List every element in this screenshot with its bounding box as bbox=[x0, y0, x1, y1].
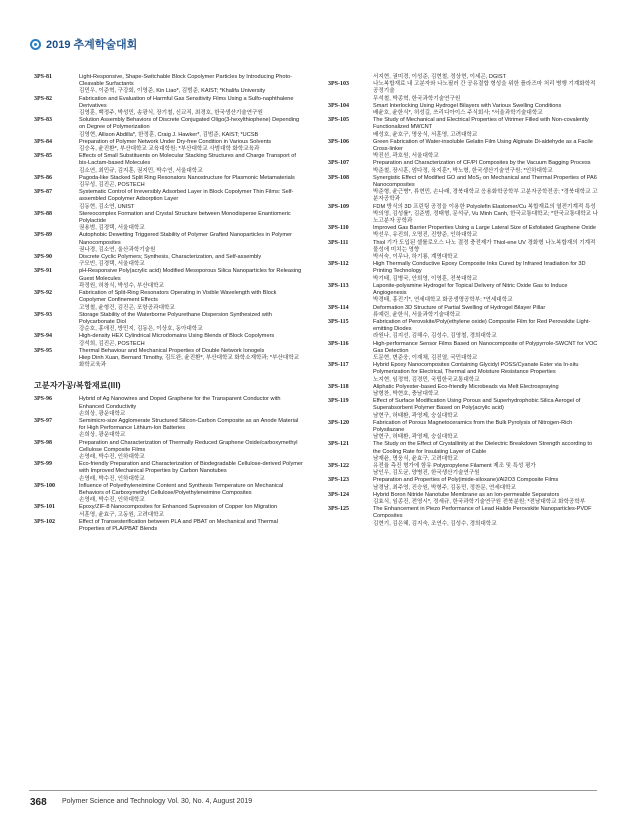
entry-title: High-density HEX Cylindrical Microdomains Using Blends of Block Copolymers bbox=[79, 333, 275, 340]
entry-title: Solution Assembly Behaviors of Discrete Conjugated Oligo(3-hexylthiophene) Depending on Degree of Polymerization bbox=[79, 117, 300, 131]
entry-title: The Study on the Effect of Crystallinity at the Dielectric Breakdown Strength according to the Cooling Rate for Insulating Layer of Cable bbox=[373, 441, 593, 455]
entry-id: 3PS-107 bbox=[328, 160, 349, 167]
abstract-entry bbox=[328, 341, 598, 363]
section-entry-list bbox=[34, 396, 304, 533]
entry-id: 3PS-122 bbox=[328, 462, 349, 469]
abstract-entry bbox=[328, 463, 598, 477]
entry-title: Synergistic Effect of Modified GO and MoS₂ on Mechanical and Thermal Properties of PA6 Nanocomposites bbox=[373, 174, 597, 189]
entry-title: Hybrid of Ag Nanowires and Doped Graphene for the Transparent Conductor with Enhanced Conductivity bbox=[79, 396, 281, 410]
abstract-entry bbox=[34, 153, 304, 175]
entry-authors: 박의영, 김성률*, 김준범, 정태형, 문석규, Vu Minh Canh, 한국교통대학교; *한국교통대학교 나노고분자 공학과 bbox=[373, 210, 599, 225]
abstract-entry bbox=[328, 441, 598, 463]
abstract-entry bbox=[34, 418, 304, 440]
abstract-entry bbox=[328, 477, 598, 491]
abstract-entry bbox=[34, 232, 304, 254]
abstract-entry bbox=[34, 504, 304, 518]
entry-title: Deformation 3D Structure of Partial Swelling of Hydrogel Bilayer Pillar bbox=[373, 304, 546, 311]
entry-authors: 서훈영, 윤효구, 고동원, 고려대학교 bbox=[79, 511, 164, 518]
entry-authors: 도문현, 변준웅, 이재채, 김진열, 국민대학교 bbox=[373, 354, 478, 361]
entry-title: The Study of Mechanical and Electrical Properties of Vitrimer Filled with Non-covalently Functionalized MWCNT bbox=[373, 117, 589, 131]
entry-title: Semimicro-size Agglomerate Structured Silicon-Carbon Composite as an Anode Material for High Performance Lithium-Ion Batteries bbox=[79, 417, 299, 432]
entry-authors: 김승옥, 윤진환*, 부산대학교 교육대학원; *부산대학교 사범대학 화학교육과 bbox=[79, 146, 260, 153]
abstract-entry bbox=[34, 268, 304, 290]
entry-authors: 김소연, 최민규, 김지훈, 권지민, 박수연, 서울대학교 bbox=[79, 167, 203, 174]
entry-title: Improved Gas Barrier Properties Using a Large Lateral Size of Exfoliated Graphene Oxide bbox=[373, 225, 596, 232]
entry-authors: 남현구, 허태환, 곽영제, 숭실대학교 bbox=[373, 434, 458, 441]
entry-id: 3PS-88 bbox=[34, 210, 52, 217]
entry-authors: 박경태, 홍진기*, 연세대학교 화공생명공학부; *연세대학교 bbox=[373, 297, 513, 304]
entry-title: Hybrid Boron Nitride Nanotube Membrane as an Ion-permeable Separators bbox=[373, 491, 560, 498]
entry-authors: 박준형, 윤근병*, 류현민, 손나래, 경북대학교 응용화학공학부 고분자공학전공; *경북대학교 고분자공학과 bbox=[373, 189, 598, 203]
entry-id: 3PS-97 bbox=[34, 417, 52, 424]
abstract-entry bbox=[34, 312, 304, 334]
entry-authors: 남경남, 최주영, 진승원, 박형주, 김동민, 정찬문, 연세대학교 bbox=[373, 484, 516, 491]
entry-title: Light-Responsive, Shape-Switchable Block Copolymer Particles by Introducing Photo-Cleavable Surfactants bbox=[79, 74, 292, 88]
entry-authors: 박선우, 유진희, 오명진, 진향준, 인하대학교 bbox=[373, 232, 478, 239]
entry-title: Preparation and Properties of Poly(imide-siloxane)/Al2O3 Composite Films bbox=[373, 477, 559, 484]
entry-id: 3PS-94 bbox=[34, 333, 52, 340]
entry-title: Storage Stability of the Waterborne Polyurethane Dispersion Synthesized with Polycarbonate Diol bbox=[79, 311, 272, 325]
abstract-entry bbox=[34, 440, 304, 462]
entry-title: 나노복합재료 내 고분자와 나노필러 간 공유결합 형성을 위한 플라즈마 처리 병행 기계화학적 공정기술 bbox=[373, 81, 596, 95]
entry-authors: 김민우, 이준혁, 구강회, 이영준, Kin Liao*, 김범준, KAIST; *Khalifa University bbox=[79, 88, 266, 95]
abstract-entry bbox=[328, 420, 598, 442]
entry-title: The Enhancement in Piezo Performance of Lead Halide Perovskite Nanoparticles-PVDF Composites bbox=[373, 506, 592, 520]
entry-title: Smart Interlocking Using Hydrogel Bilayers with Various Swelling Conditions bbox=[373, 102, 562, 109]
entry-id: 3PS-100 bbox=[34, 482, 55, 489]
entry-id: 3PS-106 bbox=[328, 138, 349, 145]
abstract-entry bbox=[34, 175, 304, 189]
entry-authors: 무석철, 박종혁, 한국과학기술연구원 bbox=[373, 95, 461, 102]
entry-authors: 강순호, 홍애진, 방민지, 김동은, 이상호, 동아대학교 bbox=[79, 326, 203, 333]
entry-authors: 김현기, 김은혜, 김지숙, 조연수, 김성수, 경희대학교 bbox=[373, 520, 497, 527]
abstract-entry bbox=[328, 139, 598, 161]
page-number: 368 bbox=[30, 797, 47, 808]
entry-id: 3PS-89 bbox=[34, 232, 52, 239]
abstract-entry bbox=[328, 117, 598, 139]
entry-id: 3PS-84 bbox=[34, 138, 52, 145]
entry-id: 3PS-117 bbox=[328, 362, 349, 369]
entry-title: Green Fabrication of Water-insoluble Gelatin Film Using Alginate Di-aldehyde as a Facile Cross-linker bbox=[373, 138, 593, 153]
conference-logo-icon bbox=[30, 39, 41, 50]
abstract-entry bbox=[34, 290, 304, 312]
continued-authors-text: 서지현, 권미경, 이성준, 김현철, 정상현, 이세곤, DGIST bbox=[373, 74, 507, 80]
entry-title: Fabrication of Porous Magnetoceramics from the Bulk Pyrolysis of Nitrogen-Rich Polysilazane bbox=[373, 419, 573, 433]
entry-authors: 박서숙, 이무나, 하기룡, 계명대학교 bbox=[373, 254, 458, 261]
entry-title: Aliphatic Polyester-based Eco-friendly Microbeads via Melt Electrospraying bbox=[373, 383, 559, 390]
entry-authors: 박준철, 장시훈, 엄다정, 육지훈*, 박노형, 한국생산기술연구원; *인하대학교 bbox=[373, 167, 553, 174]
abstract-entry bbox=[328, 398, 598, 420]
entry-id: 3PS-99 bbox=[34, 461, 52, 468]
entry-title: Thermal Behaviour and Mechanical Properties of Double Network Ionogels bbox=[79, 347, 265, 354]
entry-authors: 남인우, 김도균, 양병진, 한국생산기술연구원 bbox=[373, 470, 480, 477]
entry-id: 3PS-85 bbox=[34, 153, 52, 160]
entry-title: Influence of Polyethyleneimine Content and Synthesis Temperature on Mechanical Behaviors of Carboxymethyl Cellulose/Polyethyleneimine Composites bbox=[79, 482, 284, 496]
entry-authors: 손희상, 광운대학교 bbox=[79, 432, 126, 439]
abstract-entry bbox=[328, 81, 598, 103]
abstract-entry bbox=[328, 225, 598, 239]
entry-title: Thiol 기가 도입된 셀룰로오스 나노 결정 충전제가 Thiol-ene UV 경화형 나노복합재의 기계적 물성에 미치는 영향 bbox=[373, 239, 596, 253]
abstract-entry bbox=[34, 333, 304, 347]
entry-title: High Thermally Conductive Epoxy Composite Inks Cured by Infrared Irradiation for 3D Printing Technology bbox=[373, 261, 586, 275]
entry-title: Preparation and Characterization of CF/PI Composites by the Vacuum Bagging Process bbox=[373, 160, 591, 167]
entry-title: Fabrication of Split-Ring Resonators Operating in Visible Wavelength with Block Copolymer Confinement Effects bbox=[79, 290, 277, 304]
abstract-entry bbox=[328, 103, 598, 117]
entry-id: 3PS-95 bbox=[34, 347, 52, 354]
entry-id: 3PS-96 bbox=[34, 396, 52, 403]
abstract-entry bbox=[328, 283, 598, 305]
entry-id-placeholder bbox=[328, 74, 373, 81]
entry-authors: 남재윤, 명웅식, 윤효구, 고려대학교 bbox=[373, 455, 458, 462]
abstract-entry bbox=[34, 96, 304, 118]
entry-authors: 곽정원, 허창식, 박성수, 부산대학교 bbox=[79, 282, 164, 289]
entry-title: Stereocomplex Formation and Crystal Structure between Monodisperse Enantiomeric Polylactide bbox=[79, 210, 291, 225]
entry-authors: 손희상, 광운대학교 bbox=[79, 410, 126, 417]
entry-title: Preparation and Characterization of Thermally Reduced Graphene Oxide/carboxymethyl Cellulose Composite Films bbox=[79, 439, 298, 453]
abstract-entry bbox=[34, 483, 304, 505]
abstract-entry bbox=[328, 384, 598, 398]
abstract-entry bbox=[328, 261, 598, 283]
page-header bbox=[30, 36, 137, 52]
section-title: 고분자가공/복합재료(III) bbox=[34, 381, 121, 391]
entry-id: 3PS-98 bbox=[34, 439, 52, 446]
entry-id: 3PS-103 bbox=[328, 81, 349, 88]
header-title: 2019 추계학술대회 bbox=[46, 39, 138, 51]
entry-authors: 김동현, 김소연, UNIST bbox=[79, 203, 135, 210]
entry-authors: 권나경, 김소연, 울산과학기술원 bbox=[79, 246, 156, 253]
entry-title: Effect of Surface Modification Using Porous and Superhydrophobic Silica Aerogel of Superabsorbent Polymer Based on Poly(acrylic acid) bbox=[373, 398, 581, 412]
abstract-entry bbox=[328, 240, 598, 262]
abstract-entry bbox=[34, 396, 304, 418]
footer-rule bbox=[29, 790, 597, 791]
entry-title: Systematic Control of Irreversibly Adsorbed Layer in Block Copolymer Thin Films: Self-assembled Copolymer Adsorption Layer bbox=[79, 189, 294, 203]
entry-id: 3PS-92 bbox=[34, 290, 52, 297]
journal-citation: Polymer Science and Technology Vol. 30, No. 4, August 2019 bbox=[62, 798, 253, 805]
entry-title: Discrete Cyclic Polymers; Synthesis, Characterization, and Self-assembly bbox=[79, 254, 262, 261]
abstract-entry bbox=[328, 506, 598, 528]
entry-authors: 구모빈, 김경택, 서울대학교 bbox=[79, 261, 145, 268]
entry-id: 3PS-121 bbox=[328, 441, 349, 448]
entry-id: 3PS-83 bbox=[34, 117, 52, 124]
entry-id: 3PS-104 bbox=[328, 102, 349, 109]
abstract-entry bbox=[328, 319, 598, 341]
entry-authors: 손영래, 박수진, 인하대학교 bbox=[79, 497, 145, 504]
abstract-entry bbox=[34, 139, 304, 153]
entry-authors: 남형찬, 박현호, 충남대학교 bbox=[373, 390, 439, 397]
abstract-entry bbox=[34, 348, 304, 370]
entry-title: FDM 방식의 3D 프린팅 공정을 이용한 Polyolefin Elastomer/Cu 복합재료의 열전기계적 특성 bbox=[373, 203, 596, 210]
entry-title: Fabrication of Perovskite/Poly(ethylene oxide) Composite Film for Red Perovskite Light-emitting Diodes bbox=[373, 318, 591, 333]
abstract-entry bbox=[328, 362, 598, 384]
abstract-entry bbox=[34, 461, 304, 483]
entry-authors: 고영철, 윤형건, 김진곤, 포항공과대학교 bbox=[79, 304, 175, 311]
left-entry-list bbox=[34, 74, 304, 369]
entry-title: Fabrication and Evaluation of Harmful Gas Sensitivity Films Using a Sulfo-naphthalene Derivatives bbox=[79, 95, 294, 109]
entry-authors: 배성호, 윤호구, 명웅식, 서훈영, 고려대학교 bbox=[373, 131, 478, 138]
entry-authors: 김영훈, 백정주, 박성민, 송광식, 장기철, 신교직, 최경호, 한국생산기술연구원 bbox=[79, 110, 263, 117]
entry-id: 3PS-105 bbox=[328, 117, 349, 124]
abstract-entry bbox=[328, 305, 598, 319]
abstract-entry bbox=[328, 160, 598, 174]
abstract-entry bbox=[34, 74, 304, 96]
entry-title: pH-Responsive Poly(acrylic acid) Modified Mesoporous Silica Nanoparticles for Releasing Guest Molecules bbox=[79, 268, 302, 282]
entry-title: Eco-friendly Preparation and Characterization of Biodegradable Cellulose-derived Polymer with Improved Mechanical Properties by Carbon Nanotubes bbox=[79, 461, 303, 475]
entry-id: 3PS-116 bbox=[328, 340, 349, 347]
entry-title: Epoxy/ZIF-8 Nanocomposites for Enhanced Supression of Copper Ion Migration bbox=[79, 504, 278, 511]
entry-id: 3PS-124 bbox=[328, 491, 349, 498]
entry-authors: 노지현, 임정혁, 김경민, 국립한국교통대학교 bbox=[373, 376, 480, 383]
entry-id: 3PS-108 bbox=[328, 174, 349, 181]
entry-id: 3PS-112 bbox=[328, 261, 349, 268]
entry-title: Hybrid Epoxy Nanocomposites Containing Glycidyl POSS/Cyanate Ester via In-situ Polymerization for Electrical, Thermal and Moisture Resistance Properties bbox=[373, 362, 579, 376]
entry-id: 3PS-81 bbox=[34, 74, 52, 80]
entry-id: 3PS-113 bbox=[328, 282, 349, 289]
entry-authors: Hiep Dinh Xuan, Bernard Timothy, 김도완, 윤진환*, 부산대학교 화학소재학과; *부산대학교 화학교육과 bbox=[79, 354, 300, 369]
entry-id: 3PS-90 bbox=[34, 254, 52, 261]
entry-authors: 남현구, 허태환, 곽영제, 숭실대학교 bbox=[373, 412, 458, 419]
entry-authors: 김영현, Allison Abdilla*, 한정훈, Craig J. Hawker*, 김범준, KAIST; *UCSB bbox=[79, 131, 259, 138]
entry-title: Autophobic Dewetting Triggered Stability of Polymer Grafted Nanoparticles in Polymer Nanocomposites bbox=[79, 232, 292, 246]
abstract-entry bbox=[34, 254, 304, 268]
entry-id: 3PS-110 bbox=[328, 225, 349, 232]
entry-authors: 류예린, 윤한식, 서울과학기술대학교 bbox=[373, 311, 461, 318]
entry-id: 3PS-120 bbox=[328, 419, 349, 426]
entry-id: 3PS-102 bbox=[34, 518, 55, 525]
abstract-entry bbox=[34, 211, 304, 233]
entry-id: 3PS-118 bbox=[328, 383, 349, 390]
entry-id: 3PS-109 bbox=[328, 203, 349, 210]
entry-title: Effects of Small Substituents on Molecular Stacking Structures and Charge Transport of bis-Lactam-based Molecules bbox=[79, 153, 296, 167]
entry-authors: 손영래, 박수진, 인하대학교 bbox=[79, 475, 145, 482]
entry-title: Preparation of Polymer Network Under Dry-free Condition in Various Solvents bbox=[79, 138, 272, 145]
entry-id: 3PS-114 bbox=[328, 304, 349, 311]
page-footer bbox=[0, 785, 625, 815]
entry-id: 3PS-125 bbox=[328, 506, 349, 513]
entry-title: 유전율 측진 형가에 함유 Polypropylene Filament 제조 및 특성 평가 bbox=[373, 462, 536, 469]
entry-authors: 박진선, 곽호원, 서울대학교 bbox=[373, 153, 439, 160]
entry-title: Pagoda-like Stacked Split Ring Resonators Nanostructure for Plasmonic Metamaterials bbox=[79, 174, 295, 181]
entry-id: 3PS-82 bbox=[34, 95, 52, 102]
abstract-entry bbox=[328, 492, 598, 506]
entry-authors: 배윤호, 윤한식*, 허성길, 쓰리디아이스 주식회사; *서울과학기술대학교 bbox=[373, 110, 543, 117]
entry-id: 3PS-119 bbox=[328, 398, 349, 405]
abstract-entry bbox=[34, 189, 304, 211]
entry-id: 3PS-111 bbox=[328, 239, 349, 246]
entry-id: 3PS-123 bbox=[328, 477, 349, 484]
entry-authors: 라원나, 김지선, 김해수, 김성수, 김영철, 경희대학교 bbox=[373, 333, 497, 340]
entry-authors: 박기태, 김병국, 안희영, 이영훈, 전북대학교 bbox=[373, 275, 478, 282]
entry-id: 3PS-86 bbox=[34, 174, 52, 181]
entry-authors: 김무성, 김진곤, POSTECH bbox=[79, 182, 145, 189]
left-column bbox=[34, 74, 304, 533]
abstract-entry bbox=[328, 204, 598, 226]
entry-title: Laponite-polyamine Hydrogel for Topical Delivery of Nitric Oxide Gas to Induce Angiogenesis bbox=[373, 282, 568, 297]
entry-authors: 손영래, 박수진, 인하대학교 bbox=[79, 453, 145, 460]
entry-title: High-performance Sensor Films Based on Nanocomposite of Polypyrrole-SWCNT for VOC Gas Detection bbox=[373, 340, 598, 354]
abstract-entry bbox=[34, 519, 304, 533]
entry-id: 3PS-91 bbox=[34, 268, 52, 275]
entry-id: 3PS-101 bbox=[34, 504, 55, 511]
entry-authors: 권용범, 김경택, 서울대학교 bbox=[79, 225, 145, 232]
abstract-entry bbox=[328, 175, 598, 204]
right-entry-list bbox=[328, 81, 598, 528]
abstract-entry bbox=[34, 117, 304, 139]
entry-id: 3PS-93 bbox=[34, 311, 52, 318]
right-column bbox=[328, 74, 598, 528]
entry-id: 3PS-87 bbox=[34, 189, 52, 196]
entry-id: 3PS-115 bbox=[328, 318, 349, 325]
entry-authors: 강석희, 김진곤, POSTECH bbox=[79, 340, 145, 347]
entry-authors: 김효식, 임종진, 전영시*, 정세규, 한국과학기술연구원 전북분원; *전남대학교 화학공학부 bbox=[373, 498, 586, 505]
entry-title: Effect of Transesterification between PLA and PBAT on Mechanical and Thermal Properties of PLA/PBAT Blends bbox=[79, 518, 278, 532]
